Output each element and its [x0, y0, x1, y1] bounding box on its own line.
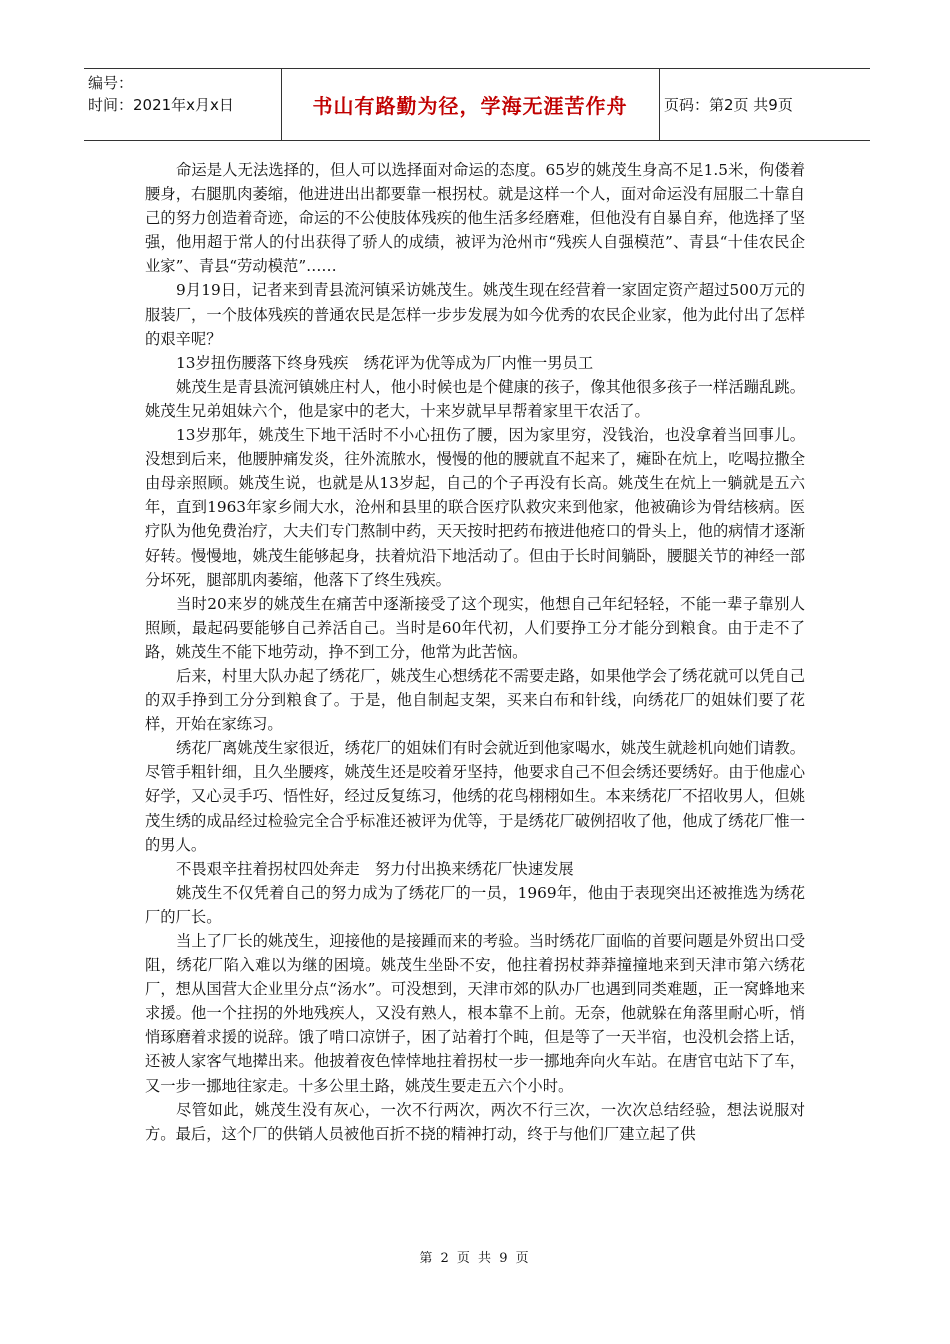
paragraph: 绣花厂离姚茂生家很近，绣花厂的姐妹们有时会就近到他家喝水，姚茂生就趁机向她们请教。尽管手粗针细，且久坐腰疼，姚茂生还是咬着牙坚持，他要求自己不但会绣还要绣好。由于他虚心好学，又心灵手巧、悟性好，经过反复练习，他绣的花鸟栩栩如生。本来绣花厂不招收男人，但姚茂生绣的成品经过检验完全合乎标准还被评为优等，于是绣花厂破例招收了他，他成了绣花厂惟一的男人。 — [145, 739, 805, 854]
paragraph: 命运是人无法选择的，但人可以选择面对命运的态度。65岁的姚茂生身高不足1.5米，佝偻着腰身，右腿肌肉萎缩，他进进出出都要靠一根拐杖。就是这样一个人，面对命运没有屈服二十靠自己的努力创造着奇迹，命运的不公使肢体残疾的他生活多经磨难，但他没有自暴自弃，他选择了坚强，他用超于常人的付出获得了骄人的成绩，被评为沧州市“残疾人自强模范”、青县“十佳农民企业家”、青县“劳动模范”…… — [145, 161, 805, 276]
header-divider-1 — [281, 68, 282, 140]
header-number-label: 编号： — [88, 74, 134, 92]
header-page-label: 页码：第2页 共9页 — [664, 95, 793, 114]
document-body — [145, 158, 805, 1146]
header-motto: 书山有路勤为径，学海无涯苦作舟 — [312, 93, 628, 118]
header-bottom-rule — [84, 140, 870, 141]
header-date-label: 时间：2021年x月x日 — [88, 96, 234, 114]
footer-page-number: 第 2 页 共 9 页 — [419, 1251, 531, 1266]
paragraph: 13岁那年，姚茂生下地干活时不小心扭伤了腰，因为家里穷，没钱治，也没拿着当回事儿。没想到后来，他腰肿痛发炎，往外流脓水，慢慢的他的腰就直不起来了，瘫卧在炕上，吃喝拉撒全由母亲照顾。姚茂生说，也就是从13岁起，自己的个子再没有长高。姚茂生在炕上一躺就是五六年，直到1963年家乡闹大水，沧州和县里的联合医疗队救灾来到他家，他被确诊为骨结核病。医疗队为他免费治疗，大夫们专门熬制中药，天天按时把药布掖进他疮口的骨头上，他的病情才逐渐好转。慢慢地，姚茂生能够起身，扶着炕沿下地活动了。但由于长时间躺卧，腰腿关节的神经一部分坏死，腿部肌肉萎缩，他落下了终生残疾。 — [145, 426, 805, 589]
section-heading: 13岁扭伤腰落下终身残疾 绣花评为优等成为厂内惟一男员工 — [176, 353, 594, 372]
paragraph: 后来，村里大队办起了绣花厂，姚茂生心想绣花不需要走路，如果他学会了绣花就可以凭自己的双手挣到工分分到粮食了。于是，他自制起支架，买来白布和针线，向绣花厂的姐妹们要了花样，开始在家练习。 — [145, 666, 805, 734]
paragraph: 姚茂生是青县流河镇姚庄村人，他小时候也是个健康的孩子，像其他很多孩子一样活蹦乱跳。姚茂生兄弟姐妹六个，他是家中的老大，十来岁就早早帮着家里干农活了。 — [145, 377, 805, 420]
header-meta — [88, 72, 278, 116]
page-footer — [0, 1247, 950, 1266]
paragraph: 当上了厂长的姚茂生，迎接他的是接踵而来的考验。当时绣花厂面临的首要问题是外贸出口受阻，绣花厂陷入难以为继的困境。姚茂生坐卧不安，他拄着拐杖莽莽撞撞地来到天津市第六绣花厂，想从国营大企业里分点“汤水”。可没想到，天津市郊的队办厂也遇到同类难题，正一窝蜂地来求援。他一个拄拐的外地残疾人，又没有熟人，根本靠不上前。无奈，他就躲在角落里耐心听，悄悄琢磨着求援的说辞。饿了啃口凉饼子，困了站着打个盹，但是等了一天半宿，也没机会搭上话，还被人家客气地撵出来。他披着夜色悻悻地拄着拐杖一步一挪地奔向火车站。在唐官屯站下了车，又一步一挪地往家走。十多公里土路，姚茂生要走五六个小时。 — [145, 932, 805, 1095]
paragraph: 当时20来岁的姚茂生在痛苦中逐渐接受了这个现实，他想自己年纪轻轻，不能一辈子靠别人照顾，最起码要能够自己养活自己。当时是60年代初，人们要挣工分才能分到粮食。由于走不了路，姚茂生不能下地劳动，挣不到工分，他常为此苦恼。 — [145, 594, 805, 661]
paragraph: 9月19日，记者来到青县流河镇采访姚茂生。姚茂生现在经营着一家固定资产超过500万元的服装厂，一个肢体残疾的普通农民是怎样一步步发展为如今优秀的农民企业家，他为此付出了怎样的艰辛呢？ — [145, 281, 805, 348]
section-heading: 不畏艰辛拄着拐杖四处奔走 努力付出换来绣花厂快速发展 — [176, 859, 574, 878]
header-divider-2 — [659, 68, 660, 140]
paragraph: 尽管如此，姚茂生没有灰心，一次不行两次，两次不行三次，一次次总结经验，想法说服对方。最后，这个厂的供销人员被他百折不挠的精神打动，终于与他们厂建立起了供 — [145, 1100, 805, 1143]
paragraph: 姚茂生不仅凭着自己的努力成为了绣花厂的一员，1969年，他由于表现突出还被推选为绣花厂的厂长。 — [145, 883, 805, 926]
